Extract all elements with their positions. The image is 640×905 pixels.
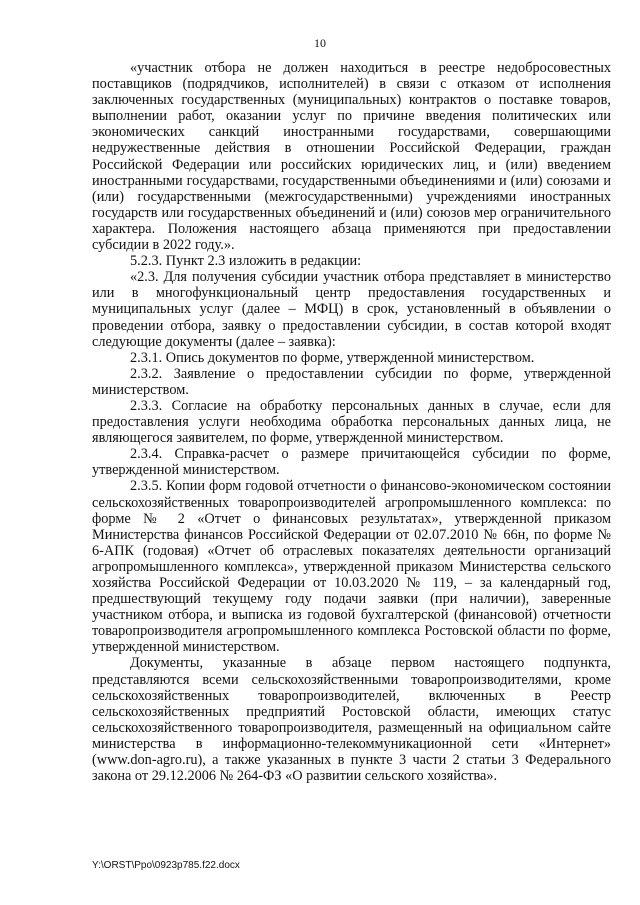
paragraph-sanctions-clause: «участник отбора не должен находиться в реестре недобросовестных поставщиков (подрядчиков, исполнителей) в связи с отказом от исполнения заключенных государственных (муниципальных) контрактов о поставке товаров, выполнении работ, оказании услуг по причине введения политических или экономических санкций иностранными государствами, совершающими недружественные действия в отношении Российской Федерации, граждан Российской Федерации или российских юридических лиц, и (или) введением иностранными государствами, государственными объединениями и (или) союзами и (или) государственными (межгосударственными) учреждениями иностранных государств или государственных объединений и (или) союзов мер ограничительного характера. Положения настоящего абзаца применяются при предоставлении субсидии в 2022 году.». bbox=[92, 60, 611, 254]
paragraph-clause-2-3: «2.3. Для получения субсидии участник отбора представляет в министерство или в многофункциональный центр предоставления государственных и муниципальных услуг (далее – МФЦ) в срок, установленный в объявлении о проведении отбора, заявку о предоставлении субсидии, в состав которой входят следующие документы (далее – заявка): bbox=[92, 269, 611, 350]
paragraph-clause-2-3-1: 2.3.1. Опись документов по форме, утвержденной министерством. bbox=[130, 349, 535, 366]
footer-file-path: Y:\ORST\Ppo\0923p785.f22.docx bbox=[92, 860, 240, 871]
paragraph-clause-2-3-2: 2.3.2. Заявление о предоставлении субсидии по форме, утвержденной министерством. bbox=[92, 365, 611, 398]
paragraph-documents-submission: Документы, указанные в абзаце первом настоящего подпункта, представляются всеми сельскохозяйственными товаропроизводителями, кроме сельскохозяйственных товаропроизводителей, включенных в Реестр сельскохозяйственных предприятий Ростовской области, имеющих статус сельскохозяйственного товаропроизводителя, размещенный на официальном сайте министерства в информационно-телекоммуникационной сети «Интернет» (www.don-agro.ru), а также указанных в пункте 3 части 2 статьи 3 Федерального закона от 29.12.2006 № 264-ФЗ «О развитии сельского хозяйства». bbox=[92, 655, 611, 785]
paragraph-clause-2-3-5: 2.3.5. Копии форм годовой отчетности о финансово-экономическом состоянии сельскохозяйственных товаропроизводителей агропромышленного комплекса: по форме № 2 «Отчет о финансовых результатах», утвержденной приказом Министерства финансов Российской Федерации от 02.07.2010 № 66н, по форме № 6-АПК (годовая) «Отчет об отраслевых показателях деятельности организаций агропромышленного комплекса», утвержденной приказом Министерства сельского хозяйства Российской Федерации от 10.03.2020 № 119, – за календарный год, предшествующий текущему году подачи заявки (при наличии), заверенные участником отбора, и выписка из годовой бухгалтерской (финансовой) отчетности товаропроизводителя агропромышленного комплекса Ростовской области по форме, утвержденной министерством. bbox=[92, 478, 611, 656]
paragraph-clause-2-3-3: 2.3.3. Согласие на обработку персональных данных в случае, если для предоставления услуги необходима обработка персональных данных лица, не являющегося заявителем, по форме, утвержденной министерством. bbox=[92, 397, 611, 447]
paragraph-clause-2-3-4: 2.3.4. Справка-расчет о размере причитающейся субсидии по форме, утвержденной министерством. bbox=[92, 446, 611, 479]
page-number: 10 bbox=[314, 36, 326, 50]
paragraph-amendment-5-2-3: 5.2.3. Пункт 2.3 изложить в редакции: bbox=[130, 253, 362, 270]
document-body bbox=[92, 60, 611, 784]
